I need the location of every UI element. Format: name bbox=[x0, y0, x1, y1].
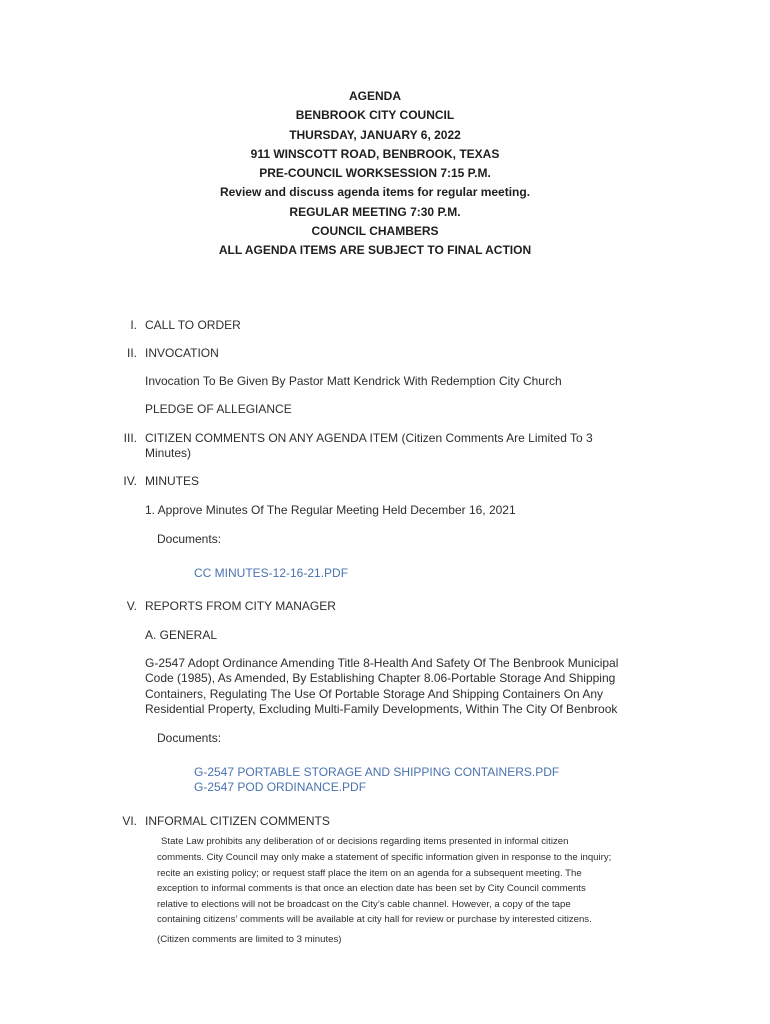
document-link[interactable]: CC MINUTES-12-16-21.PDF bbox=[194, 566, 349, 580]
informal-body-line: recite an existing policy; or request staff place the item on an agenda for a subsequent meeting. The bbox=[157, 868, 582, 879]
item-text-line: G-2547 Adopt Ordinance Amending Title 8-Health And Safety Of The Benbrook Municipal bbox=[145, 656, 619, 670]
agenda-header bbox=[0, 87, 750, 261]
informal-body-line: exception to informal comments is that once an election date has been set by City Council comments bbox=[157, 883, 586, 894]
header-regular-meeting: REGULAR MEETING 7:30 P.M. bbox=[289, 204, 461, 219]
header-address: 911 WINSCOTT ROAD, BENBROOK, TEXAS bbox=[250, 146, 500, 161]
section-number: I. bbox=[130, 318, 137, 332]
informal-body-line: State Law prohibits any deliberation of or decisions regarding items presented in informal citizen bbox=[161, 836, 569, 847]
section-number: IV. bbox=[123, 474, 137, 488]
header-review: Review and discuss agenda items for regular meeting. bbox=[219, 185, 531, 200]
informal-body-line: containing citizens’ comments will be available at city hall for review or purchase by interested citizens. bbox=[157, 914, 592, 925]
document-link[interactable]: G-2547 PORTABLE STORAGE AND SHIPPING CONTAINERS.PDF bbox=[194, 765, 560, 779]
header-location: COUNCIL CHAMBERS bbox=[311, 224, 439, 239]
item-text-line: Code (1985), As Amended, By Establishing Chapter 8.06-Portable Storage And Shipping bbox=[145, 671, 616, 685]
item-text-line: Containers, Regulating The Use Of Portable Storage And Shipping Containers On Any bbox=[145, 687, 604, 701]
header-final-action: ALL AGENDA ITEMS ARE SUBJECT TO FINAL ACTION bbox=[218, 243, 532, 258]
informal-body-line: relative to elections will not be broadcast on the City’s cable channel. However, a copy of the tape bbox=[157, 899, 571, 910]
informal-note: (Citizen comments are limited to 3 minutes) bbox=[157, 934, 342, 945]
section-title: INFORMAL CITIZEN COMMENTS bbox=[145, 814, 330, 828]
header-worksession: PRE-COUNCIL WORKSESSION 7:15 P.M. bbox=[259, 166, 491, 181]
section-title: INVOCATION bbox=[145, 346, 219, 360]
section-title-line1: CITIZEN COMMENTS ON ANY AGENDA ITEM (Citizen Comments Are Limited To 3 bbox=[145, 431, 593, 445]
section-number: VI. bbox=[122, 814, 137, 828]
minutes-item: 1. Approve Minutes Of The Regular Meeting Held December 16, 2021 bbox=[145, 503, 516, 517]
documents-label: Documents: bbox=[157, 731, 222, 745]
document-link[interactable]: G-2547 POD ORDINANCE.PDF bbox=[194, 780, 367, 794]
section-number: III. bbox=[123, 431, 137, 445]
section-title: CALL TO ORDER bbox=[145, 318, 241, 332]
informal-body-line: comments. City Council may only make a statement of specific information given in response to the inquiry; bbox=[157, 852, 612, 863]
section-number: II. bbox=[126, 346, 137, 360]
header-date: THURSDAY, JANUARY 6, 2022 bbox=[289, 127, 461, 142]
section-title-line2: Minutes) bbox=[145, 446, 192, 460]
documents-label: Documents: bbox=[157, 532, 222, 546]
section-title: MINUTES bbox=[145, 474, 199, 488]
invocation-text: Invocation To Be Given By Pastor Matt Kendrick With Redemption City Church bbox=[145, 374, 562, 388]
header-title: AGENDA bbox=[348, 89, 401, 103]
item-text-line: Residential Property, Excluding Multi-Family Developments, Within The City Of Benbrook bbox=[145, 702, 618, 716]
pledge-text: PLEDGE OF ALLEGIANCE bbox=[145, 402, 292, 416]
section-number: V. bbox=[126, 599, 137, 613]
section-title: REPORTS FROM CITY MANAGER bbox=[145, 599, 336, 613]
subheading-general: A. GENERAL bbox=[145, 628, 218, 642]
header-council: BENBROOK CITY COUNCIL bbox=[295, 108, 455, 123]
